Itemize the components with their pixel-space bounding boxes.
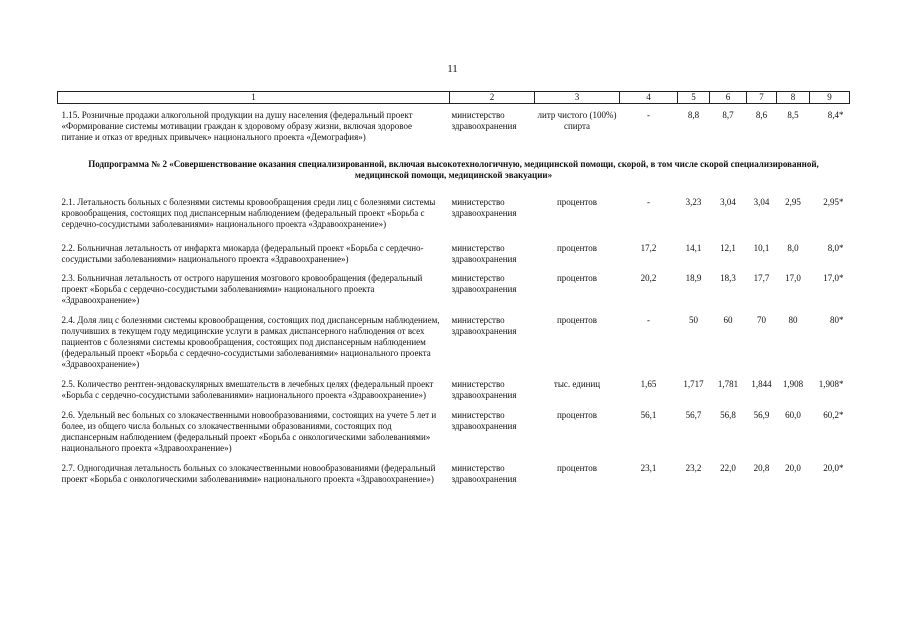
unit: тыс. единиц [553, 379, 601, 389]
subprogram-heading-row [58, 159, 850, 181]
header-col-4: 4 [620, 92, 678, 104]
table-header [58, 92, 850, 104]
indicator-name: 2.7. Одногодичная летальность больных со злокачественными новообразованиями (федеральный проект «Борьба с онкологическими заболеваниями» национального проекта «Здравоохранение») [61, 463, 436, 484]
value-col-4: 20,2 [640, 273, 657, 283]
unit: литр чистого (100%) спирта [537, 110, 617, 131]
value-col-5: 50 [689, 315, 698, 325]
value-col-6: 8,7 [722, 110, 734, 120]
value-col-8: 20,0 [785, 463, 801, 473]
value-col-4: 1,65 [640, 379, 657, 389]
table-row [58, 315, 850, 370]
indicator-name: 2.5. Количество рентген-эндоваскулярных вмешательств в лечебных целях (федеральный проект «Борьба с сердечно-сосудистыми заболеваниями» национального проекта «Здравоохранение») [61, 379, 434, 400]
header-col-7: 7 [747, 92, 777, 104]
value-col-4: - [647, 110, 650, 120]
table-row [58, 110, 850, 143]
unit: процентов [556, 273, 597, 283]
unit: процентов [556, 243, 597, 253]
responsible: министерство здравоохранения [451, 410, 517, 431]
value-col-9: 60,2* [823, 410, 844, 420]
header-col-8: 8 [777, 92, 810, 104]
value-col-5: 18,9 [685, 273, 702, 283]
value-col-7: 1,844 [751, 379, 772, 389]
table-row [58, 379, 850, 401]
value-col-6: 3,04 [720, 197, 736, 207]
value-col-9: 1,908* [818, 379, 844, 389]
indicator-name: 2.6. Удельный вес больных со злокачественными новообразованиями, состоящих на учете 5 лет и более, из общего числа больных со злокачественными образованиями, состоящих под диспансерным наблюдением (федеральный проект «Борьба с онкологическими заболеваниями» национального проекта «Здравоохранение») [61, 410, 437, 453]
indicator-name: 2.3. Больничная летальность от острого нарушения мозгового кровообращения (федеральный проект «Борьба с сердечно-сосудистыми заболеваниями» национального проекта «Здравоохранение») [61, 273, 423, 305]
value-col-6: 12,1 [720, 243, 736, 253]
unit: процентов [556, 463, 597, 473]
responsible: министерство здравоохранения [451, 379, 517, 400]
value-col-8: 60,0 [785, 410, 801, 420]
value-col-5: 14,1 [685, 243, 702, 253]
responsible: министерство здравоохранения [451, 243, 517, 264]
subprogram-heading: Подпрограмма № 2 «Совершенствование оказания специализированной, включая высокотехнологичную, медицинской помощи, скорой, в том числе скорой специализированной, медицинской помощи, медицинской эвакуации» [88, 159, 819, 180]
value-col-5: 56,7 [685, 410, 702, 420]
value-col-6: 22,0 [720, 463, 736, 473]
value-col-4: 17,2 [640, 243, 657, 253]
value-col-7: 20,8 [753, 463, 770, 473]
table-row [58, 410, 850, 454]
value-col-9: 17,0* [823, 273, 844, 283]
indicator-name: 1.15. Розничные продажи алкогольной продукции на душу населения (федеральный проект «Формирование системы мотивации граждан к здоровому образу жизни, включая здоровое питание и отказ от вредных привычек» национального проекта «Демография») [61, 110, 413, 142]
value-col-4: 56,1 [640, 410, 657, 420]
value-col-7: 8,6 [755, 110, 768, 120]
responsible: министерство здравоохранения [451, 273, 517, 294]
value-col-8: 17,0 [785, 273, 801, 283]
header-col-2: 2 [450, 92, 535, 104]
header-col-3: 3 [535, 92, 620, 104]
value-col-5: 8,8 [687, 110, 700, 120]
unit: процентов [556, 197, 597, 207]
header-col-5: 5 [678, 92, 710, 104]
responsible: министерство здравоохранения [451, 463, 517, 484]
value-col-6: 1,781 [717, 379, 739, 389]
value-col-5: 23,2 [685, 463, 702, 473]
responsible: министерство здравоохранения [451, 197, 517, 218]
page-number: 11 [447, 63, 458, 75]
indicator-name: 2.4. Доля лиц с болезнями системы кровообращения, состоящих под диспансерным наблюдением, получивших в текущем году медицинские услуги в рамках диспансерного наблюдения от всех пациентов с болезнями системы кровообращения, состоящих под диспансерным наблюдением (федеральный проект «Борьба с сердечно-сосудистыми заболеваниями» национального проекта «Здравоохранение») [61, 315, 440, 369]
value-col-7: 70 [757, 315, 766, 325]
indicator-name: 2.2. Больничная летальность от инфаркта миокарда (федеральный проект «Борьба с сердечно-сосудистыми заболеваниями» национального проекта «Здравоохранение») [61, 243, 424, 264]
value-col-5: 1,717 [683, 379, 704, 389]
value-col-7: 56,9 [753, 410, 770, 420]
value-col-8: 2,95 [785, 197, 801, 207]
table-row [58, 273, 850, 306]
value-col-6: 18,3 [720, 273, 736, 283]
value-col-9: 8,4* [827, 110, 844, 120]
value-col-7: 10,1 [753, 243, 770, 253]
value-col-4: 23,1 [640, 463, 657, 473]
value-col-5: 3,23 [685, 197, 702, 207]
responsible: министерство здравоохранения [451, 315, 517, 336]
value-col-8: 1,908 [782, 379, 804, 389]
value-col-4: - [647, 315, 650, 325]
header-col-1: 1 [58, 92, 450, 104]
indicators-table [57, 91, 850, 485]
value-col-6: 60 [723, 315, 733, 325]
unit: процентов [556, 410, 597, 420]
value-col-9: 2,95* [823, 197, 844, 207]
value-col-6: 56,8 [720, 410, 736, 420]
table-row [58, 463, 850, 485]
value-col-8: 8,0 [787, 243, 799, 253]
indicator-name: 2.1. Летальность больных с болезнями системы кровообращения среди лиц с болезнями системы кровообращения, состоящих под диспансерным наблюдением (федеральный проект «Борьба с сердечно-сосудистыми заболеваниями» национального проекта «Здравоохранение») [61, 197, 436, 229]
header-col-6: 6 [710, 92, 747, 104]
responsible: министерство здравоохранения [451, 110, 517, 131]
header-col-9: 9 [810, 92, 850, 104]
value-col-9: 8,0* [827, 243, 844, 253]
value-col-4: - [647, 197, 650, 207]
value-col-8: 80 [788, 315, 798, 325]
value-col-7: 3,04 [753, 197, 770, 207]
value-col-9: 20,0* [823, 463, 844, 473]
value-col-8: 8,5 [787, 110, 799, 120]
value-col-9: 80* [830, 315, 844, 325]
table-row [58, 197, 850, 230]
value-col-7: 17,7 [753, 273, 770, 283]
table-row [58, 243, 850, 265]
unit: процентов [556, 315, 597, 325]
